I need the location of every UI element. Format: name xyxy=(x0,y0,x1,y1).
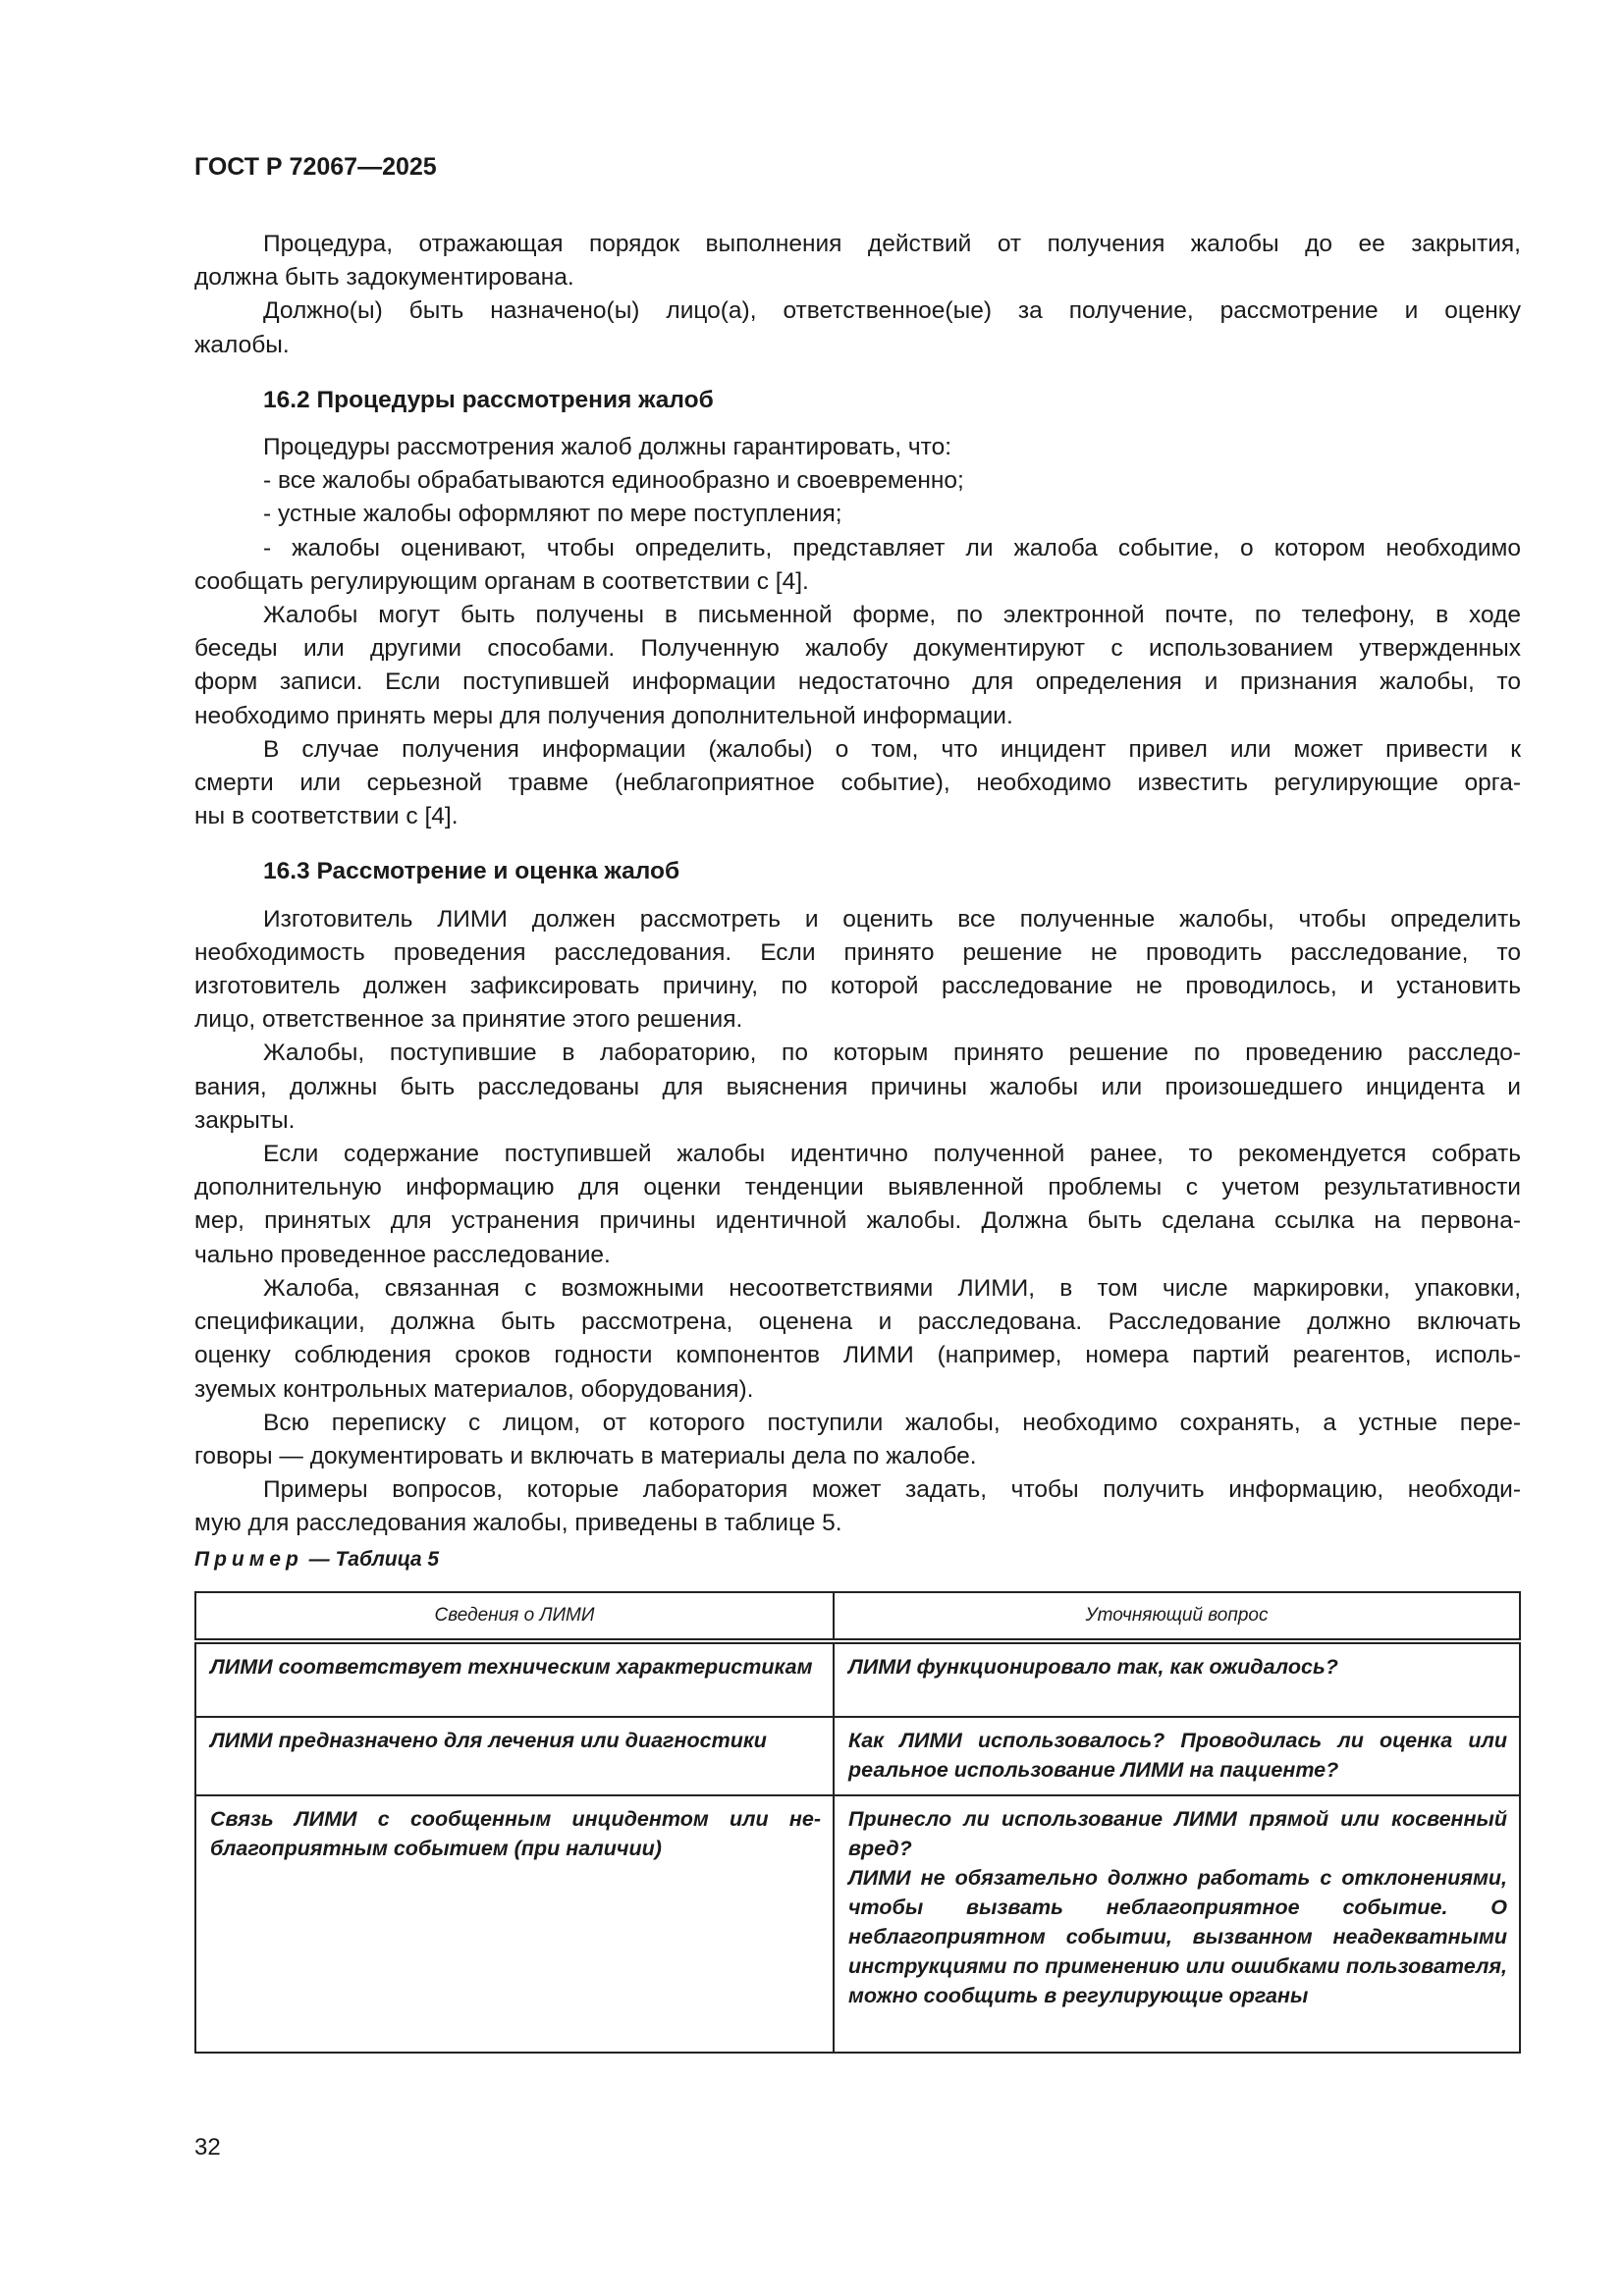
text-line: спецификации, должна быть рассмотрена, оценена и расследована. Расследование должно включать xyxy=(194,1308,1521,1336)
table-cell: ЛИМИ предназначено для лечения или диагностики xyxy=(195,1717,834,1795)
text-line: Изготовитель ЛИМИ должен рассмотреть и оценить все полученные жалобы, чтобы определить xyxy=(263,905,1521,933)
text-line: оценку соблюдения сроков годности компонентов ЛИМИ (например, номера партий реагентов, исполь- xyxy=(194,1342,1521,1369)
paragraph xyxy=(194,228,1521,294)
text-line: сообщать регулирующим органам в соответствии с [4]. xyxy=(194,567,809,595)
text-line: дополнительную информацию для оценки тенденции выявленной проблемы с учетом результативности xyxy=(194,1174,1521,1201)
text-line: беседы или другими способами. Полученную жалобу документируют с использованием утвержденных xyxy=(194,635,1521,663)
text-line: изготовитель должен зафиксировать причину, по которой расследование не проводилось, и установить xyxy=(194,973,1521,1000)
text-line: необходимость проведения расследования. Если принято решение не проводить расследование, то xyxy=(194,938,1521,966)
text-line: зуемых контрольных материалов, оборудования). xyxy=(194,1375,754,1403)
table-cell: ЛИМИ соответствует техническим характеристикам xyxy=(195,1641,834,1717)
table-row xyxy=(195,1641,1520,1717)
table-cell: Как ЛИМИ использовалось? Проводилась ли оценка или реальное использование ЛИМИ на пациенте? xyxy=(834,1717,1520,1795)
text-line: вания, должны быть расследованы для выяснения причины жалобы или произошедшего инцидента и xyxy=(194,1073,1521,1100)
section-heading xyxy=(194,855,1521,888)
paragraph xyxy=(194,1407,1521,1473)
text-line: смерти или серьезной травме (неблагоприятное событие), необходимо известить регулирующие орга- xyxy=(194,770,1521,797)
text-line: Если содержание поступившей жалобы идентично полученной ранее, то рекомендуется собрать xyxy=(263,1141,1521,1168)
text-line: - устные жалобы оформляют по мере поступления; xyxy=(263,501,842,528)
paragraph xyxy=(194,1473,1521,1540)
text-line: В случае получения информации (жалобы) о том, что инцидент привел или может привести к xyxy=(263,735,1521,763)
paragraph xyxy=(194,733,1521,834)
text-line: - жалобы оценивают, чтобы определить, представляет ли жалоба событие, о котором необходимо xyxy=(263,534,1521,561)
paragraph xyxy=(194,903,1521,1038)
document-id-header: ГОСТ Р 72067—2025 xyxy=(194,153,437,181)
text-line: мую для расследования жалобы, приведены в таблице 5. xyxy=(194,1510,842,1537)
text-line: закрыты. xyxy=(194,1106,296,1134)
text-line: - все жалобы обрабатываются единообразно и своевременно; xyxy=(263,467,964,495)
text-line: Примеры вопросов, которые лаборатория может задать, чтобы получить информацию, необходи- xyxy=(263,1476,1521,1504)
text-line: должна быть задокументирована. xyxy=(194,264,574,292)
table-cell: ЛИМИ функционировало так, как ожидалось? xyxy=(834,1641,1520,1717)
text-line: лицо, ответственное за принятие этого решения. xyxy=(194,1006,743,1034)
text-line: 16.2 Процедуры рассмотрения жалоб xyxy=(263,386,714,413)
table-cell: Принесло ли использование ЛИМИ прямой или косвенный вред? ЛИМИ не обязательно должно работать с отклонениями, чтобы вызвать неблагоприятное событие. О неблагоприятном событии, вызванном неадекватными инструкциями по применению или ошибками пользователя, можно сообщить в регулирующие органы xyxy=(834,1795,1520,2053)
paragraph xyxy=(194,464,1521,498)
document-body xyxy=(194,228,1521,1541)
text-line: форм записи. Если поступившей информации недостаточно для определения и признания жалобы, то xyxy=(194,668,1521,696)
example-table xyxy=(194,1591,1521,2054)
paragraph xyxy=(194,1037,1521,1138)
text-line: чально проведенное расследование. xyxy=(194,1241,611,1268)
example-label: Пример xyxy=(194,1548,303,1571)
table-caption xyxy=(194,1548,439,1572)
text-line: Процедура, отражающая порядок выполнения действий от получения жалобы до ее закрытия, xyxy=(263,231,1521,257)
table-header-row xyxy=(195,1592,1520,1641)
table-row xyxy=(195,1795,1520,2053)
table-row xyxy=(195,1717,1520,1795)
paragraph xyxy=(194,532,1521,599)
text-line: Жалобы могут быть получены в письменной форме, по электронной почте, по телефону, в ходе xyxy=(263,602,1521,629)
section-heading xyxy=(194,384,1521,417)
column-header: Сведения о ЛИМИ xyxy=(195,1592,834,1641)
text-line: Должно(ы) быть назначено(ы) лицо(а), ответственное(ые) за получение, рассмотрение и оценку xyxy=(263,297,1521,325)
text-line: говоры — документировать и включать в материалы дела по жалобе. xyxy=(194,1442,977,1469)
text-line: Всю переписку с лицом, от которого поступили жалобы, необходимо сохранять, а устные пере- xyxy=(263,1409,1521,1436)
column-header: Уточняющий вопрос xyxy=(834,1592,1520,1641)
text-line: Жалобы, поступившие в лабораторию, по которым принято решение по проведению расследо- xyxy=(263,1040,1521,1067)
paragraph xyxy=(194,498,1521,531)
text-line: жалобы. xyxy=(194,331,290,358)
text-line: ны в соответствии с [4]. xyxy=(194,803,459,830)
paragraph xyxy=(194,294,1521,361)
paragraph xyxy=(194,599,1521,733)
paragraph xyxy=(194,431,1521,464)
text-line: мер, принятых для устранения причины идентичной жалобы. Должна быть сделана ссылка на первона- xyxy=(194,1207,1521,1235)
text-line: необходимо принять меры для получения дополнительной информации. xyxy=(194,702,1013,729)
page-number: 32 xyxy=(194,2134,221,2161)
text-line: Процедуры рассмотрения жалоб должны гарантировать, что: xyxy=(263,434,952,461)
paragraph xyxy=(194,1138,1521,1272)
paragraph xyxy=(194,1272,1521,1407)
table-title: — Таблица 5 xyxy=(302,1548,440,1571)
table-cell: Связь ЛИМИ с сообщенным инцидентом или неблагоприятным событием (при наличии) xyxy=(195,1795,834,2053)
text-line: Жалоба, связанная с возможными несоответствиями ЛИМИ, в том числе маркировки, упаковки, xyxy=(263,1274,1521,1302)
text-line: 16.3 Рассмотрение и оценка жалоб xyxy=(263,858,680,885)
